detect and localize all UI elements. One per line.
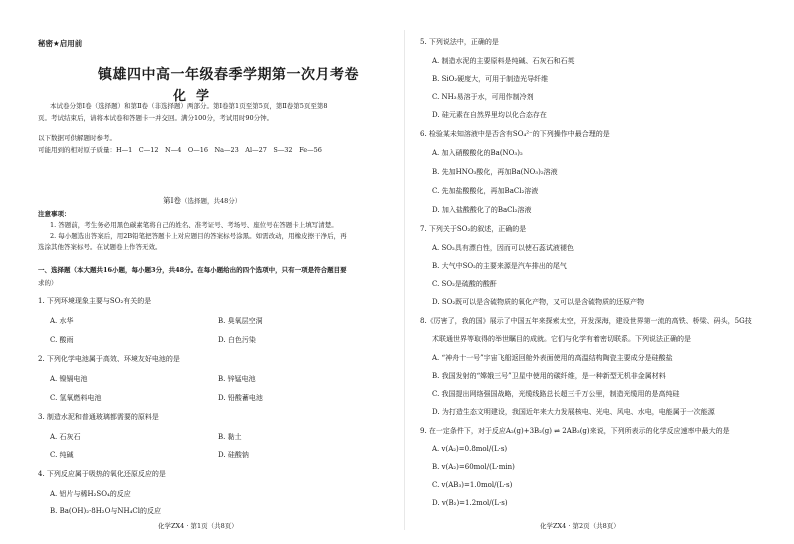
notice-2b: 选涂其他答案标号。在试题卷上作答无效。 — [38, 243, 162, 251]
left-page — [38, 0, 390, 544]
q2-option-c: C. 氢氧燃料电池 — [50, 394, 102, 402]
question-8-line-1: 8.《厉害了，我的国》展示了中国五年来探索太空，开发深海，建设世界第一流的高铁、桥梁、码头，5G技 — [420, 317, 752, 325]
q9-option-d: D. v(B₂)=1.2mol/(L·s) — [432, 499, 508, 507]
q3-option-b: B. 黏土 — [218, 433, 242, 441]
q5-option-c: C. NH₃易溶于水，可用作制冷剂 — [432, 93, 534, 101]
q8-option-b: B. 我国发射的“嫦娥三号”卫星中使用的碳纤维，是一种新型无机非金属材料 — [432, 372, 666, 380]
q5-option-b: B. SiO₂硬度大，可用于制造光导纤维 — [432, 75, 549, 83]
exam-subject: 化学 — [173, 89, 220, 104]
intro-line-1: 本试卷分第Ⅰ卷（选择题）和第Ⅱ卷（非选择题）两部分。第Ⅰ卷第1页至第5页，第Ⅱ卷第5页至第8 — [50, 102, 328, 110]
q5-option-d: D. 硅元素在自然界里均以化合态存在 — [432, 111, 547, 119]
data-intro: 以下数据可供解题时参考。 — [38, 134, 116, 142]
q1-option-d: D. 白色污染 — [218, 336, 256, 344]
q7-option-d: D. SO₂既可以是含硫物质的氧化产物，又可以是含硫物质的还原产物 — [432, 298, 645, 306]
part1-heading — [38, 266, 347, 275]
notice-title: 注意事项： — [38, 210, 71, 218]
q9-option-a: A. v(A₂)=0.8mol/(L·s) — [432, 445, 508, 453]
notice-2a: 2. 每小题选出答案后，用2B铅笔把答题卡上对应题目的答案标号涂黑。如需改动，用橡皮擦干净后，再 — [50, 232, 347, 240]
question-3: 3. 制造水泥和普通玻璃都需要的原料是 — [38, 413, 159, 421]
q8-option-c: C. 我国提出网络强国战略，光缆线路总长超三千万公里，制造光缆用的是高纯硅 — [432, 390, 680, 398]
q1-option-c: C. 酸雨 — [50, 336, 74, 344]
intro-line-2: 页。考试结束后，请将本试卷和答题卡一并交回。满分100分，考试用时90分钟。 — [38, 114, 274, 122]
left-footer: 化学ZX4 · 第1页（共8页） — [158, 522, 238, 530]
atomic-mass: 可能用到的相对原子质量：H—1 C—12 N—4 O—16 Na—23 Al—27 S—32 Fe—56 — [38, 146, 322, 154]
question-7: 7. 下列关于SO₂的叙述，正确的是 — [420, 225, 527, 233]
q6-option-d: D. 加入盐酸酸化了的BaCl₂溶液 — [432, 206, 532, 214]
q6-option-b: B. 先加HNO₃酸化，再加Ba(NO₃)₂溶液 — [432, 168, 558, 176]
page-divider — [404, 30, 405, 530]
q1-option-b: B. 臭氧层空洞 — [218, 317, 263, 325]
q6-option-c: C. 先加盐酸酸化，再加BaCl₂溶液 — [432, 187, 539, 195]
q1-option-a: A. 水华 — [50, 317, 74, 325]
right-footer: 化学ZX4 · 第2页（共8页） — [540, 522, 620, 530]
q6-option-a: A. 加入硝酸酸化的Ba(NO₃)₂ — [432, 149, 523, 157]
q7-option-c: C. SO₂是硫酸的酸酐 — [432, 280, 497, 288]
part1-heading-end: 求的） — [38, 279, 58, 287]
q2-option-b: B. 锌锰电池 — [218, 375, 256, 383]
q3-option-c: C. 纯碱 — [50, 451, 74, 459]
part1-heading-text: 一、选择题（本大题共16小题，每小题3分，共48分。在每小题给出的四个选项中，只有一项是符合题目要 — [38, 266, 347, 274]
question-8-line-2: 术联通世界等取得的举世瞩目的成就。它们与化学有着密切联系。下列说法正确的是 — [432, 335, 691, 343]
section-heading — [163, 195, 241, 206]
question-9: 9. 在一定条件下，对于反应A₂(g)+3B₂(g) ⇌ 2AB₃(g)来说，下列所表示的化学反应速率中最大的是 — [420, 427, 730, 435]
q7-option-a: A. SO₂具有漂白性，因而可以使石蕊试液褪色 — [432, 244, 574, 252]
q8-option-a: A. “神舟十一号”宇宙飞船返回舱外表面使用的高温结构陶瓷主要成分是硅酸盐 — [432, 354, 673, 362]
notice-1: 1. 答题前，考生务必用黑色碳素笔将自己的姓名、准考证号、考场号、座位号在答题卡上填写清楚。 — [50, 221, 338, 229]
section-title: 第Ⅰ卷 — [163, 196, 181, 205]
question-1: 1. 下列环境现象主要与SO₂有关的是 — [38, 297, 152, 305]
q2-option-a: A. 镍镉电池 — [50, 375, 88, 383]
q9-option-b: B. v(A₂)=60mol/(L·min) — [432, 463, 515, 471]
question-5: 5. 下列说法中，正确的是 — [420, 38, 499, 46]
secret-label: 秘密★启用前 — [38, 39, 83, 48]
q8-option-d: D. 为打造生态文明建设，我国近年来大力发展核电、光电、风电、水电，电能属于一次能源 — [432, 408, 715, 416]
q4-option-a: A. 铝片与稀H₂SO₄的反应 — [50, 490, 131, 498]
right-page — [420, 0, 770, 544]
q3-option-a: A. 石灰石 — [50, 433, 81, 441]
q9-option-c: C. v(AB₃)=1.0mol/(L·s) — [432, 481, 513, 489]
q7-option-b: B. 大气中SO₂的主要来源是汽车排出的尾气 — [432, 262, 567, 270]
q4-option-b: B. Ba(OH)₂·8H₂O与NH₄Cl的反应 — [50, 507, 161, 515]
q3-option-d: D. 硅酸钠 — [218, 451, 249, 459]
q2-option-d: D. 铅酸蓄电池 — [218, 394, 263, 402]
question-2: 2. 下列化学电池属于高效、环境友好电池的是 — [38, 355, 180, 363]
section-subtitle: （选择题，共48分） — [180, 197, 242, 205]
q5-option-a: A. 制造水泥的主要原料是纯碱、石灰石和石英 — [432, 57, 575, 65]
question-6: 6. 检验某未知溶液中是否含有SO₄²⁻的下列操作中最合理的是 — [420, 130, 610, 138]
question-4: 4. 下列反应属于吸热的氧化还原反应的是 — [38, 470, 166, 478]
exam-title: 镇雄四中高一年级春季学期第一次月考卷 — [98, 67, 359, 83]
